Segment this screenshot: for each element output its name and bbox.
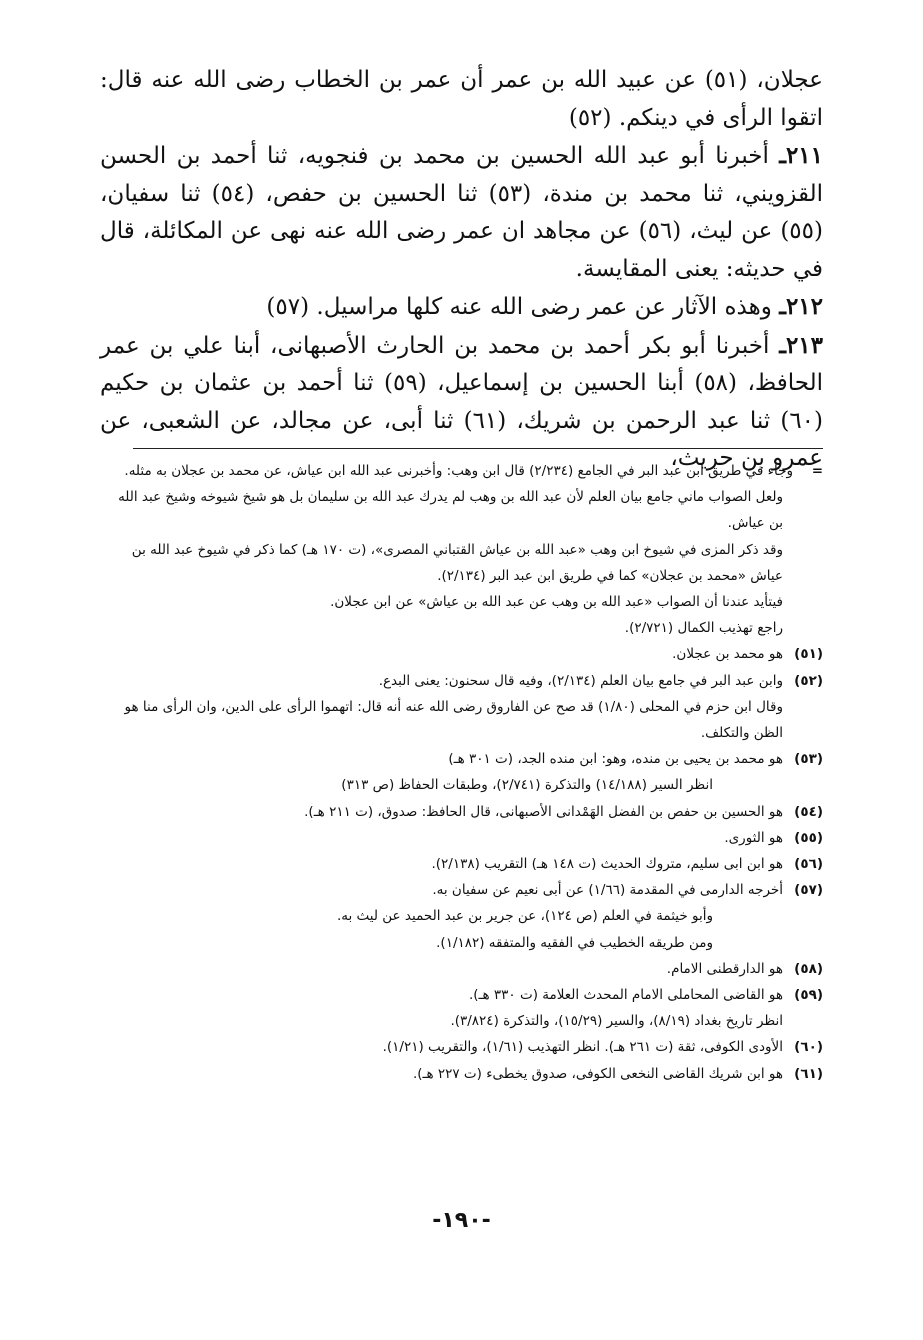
footnote-59 — [100, 982, 823, 1034]
footnote-number: (٥٣) — [794, 751, 823, 768]
footnote-text: وابن عبد البر في جامع بيان العلم (٢/١٣٤)، وفيه قال سحنون: يعنى البدع. — [378, 672, 783, 689]
footnote-text: ومن طريقه الخطيب في الفقيه والمتفقه (١/١٨٢). — [436, 934, 713, 951]
paragraph-text: أخبرنا أبو عبد الله الحسين بن محمد بن فنجويه، ثنا أحمد بن الحسن القزويني، ثنا محمد بن مندة، (٥٣) ثنا الحسين بن حفص، (٥٤) ثنا سفيان، (٥٥) عن ليث، (٥٦) عن مجاهد ان عمر رضى الله عنه نهى عن المكائلة، قال في حديثه: يعنى المقايسة. — [100, 143, 823, 282]
footnote-separator — [133, 448, 823, 449]
footnote-number: (٥٢) — [794, 672, 823, 689]
footnote-text: هو ابن شريك القاضى النخعى الكوفى، صدوق يخطىء (ت ٢٢٧ هـ). — [412, 1065, 783, 1082]
footnote-61 — [100, 1061, 823, 1087]
footnote-number: (٥٧) — [794, 882, 823, 899]
footnote-continuation: ولعل الصواب ماني جامع بيان العلم لأن عبد الله بن وهب لم يدرك عبد الله بن سليمان بل هو شيخ شيوخه وشيخ عبد الله بن عياش. — [118, 489, 783, 532]
footnote-text: وقال ابن حزم في المحلى (١/٨٠) قد صح عن الفاروق رضى الله عنه أنه قال: اتهموا الرأى على الدين، وان الرأى منا هو الظن والتكلف. — [124, 698, 783, 742]
paragraph-text: أخبرنا أبو بكر أحمد بن محمد بن الحارث الأصبهانى، أبنا علي بن عمر الحافظ، (٥٨) أبنا الحسين بن إسماعيل، (٥٩) ثنا أحمد بن عثمان بن حكيم (٦٠) ثنا عبد الرحمن بن شريك، (٦١) ثنا أبى، عن مجالد، عن الشعبى، عن عمرو بن حريث، — [100, 332, 824, 471]
footnote-number: (٥١) — [794, 646, 823, 663]
footnote-60 — [100, 1034, 823, 1060]
paragraph-number: ٢١٢ـ — [779, 293, 823, 320]
paragraph-text: وهذه الآثار عن عمر رضى الله عنه كلها مراسيل. (٥٧) — [266, 294, 772, 320]
paragraph-212 — [100, 288, 823, 327]
footnote-51 — [100, 641, 823, 667]
footnote-56 — [100, 851, 823, 877]
footnote-number: (٥٩) — [794, 987, 823, 1004]
footnote-text: هو محمد بن يحيى بن منده، وهو: ابن منده الجد، (ت ٣٠١ هـ) — [448, 751, 783, 768]
footnote-continuation: فيتأيد عندنا أن الصواب «عبد الله بن وهب عن عبد الله بن عياش» عن ابن عجلان. — [330, 594, 783, 611]
footnote-text: انظر السير (١٤/١٨٨) والتذكرة (٢/٧٤١)، وطبقات الحفاظ (ص ٣١٣) — [341, 777, 713, 794]
footnote-continuation: راجع تهذيب الكمال (٢/٧٢١). — [624, 620, 783, 637]
footnote-text: هو ابن ابى سليم، متروك الحديث (ت ١٤٨ هـ) التقريب (٢/١٣٨). — [431, 856, 783, 873]
footnote-text: أخرجه الدارمى في المقدمة (١/٦٦) عن أبى نعيم عن سفيان به. — [432, 882, 783, 899]
footnote-text: هو الحسين بن حفص بن الفضل الهَمْدانى الأصبهانى، قال الحافظ: صدوق، (ت ٢١١ هـ). — [304, 803, 783, 820]
footnote-54 — [100, 799, 823, 825]
footnote-continuation: = وجاء في طريق ابن عبد البر في الجامع (٢/٢٣٤) قال ابن وهب: وأخبرنى عبد الله ابن عياش، عن محمد بن عجلان به مثله. — [100, 458, 823, 484]
paragraph-number: ٢١١ـ — [779, 142, 824, 169]
footnote-number: (٥٤) — [794, 803, 823, 820]
footnote-number: (٥٥) — [794, 829, 823, 846]
paragraph-211 — [100, 137, 823, 288]
footnote-text: انظر تاريخ بغداد (٨/١٩)، والسير (١٥/٢٩)، والتذكرة (٣/٨٢٤). — [450, 1013, 783, 1030]
footnote-52 — [100, 668, 823, 747]
footnote-58 — [100, 956, 823, 982]
footnote-number: (٥٨) — [794, 960, 823, 977]
footnote-text: هو محمد بن عجلان. — [672, 646, 783, 663]
paragraph-213 — [100, 327, 823, 478]
footnotes — [100, 458, 823, 1087]
footnote-continuation: وقد ذكر المزى في شيوخ ابن وهب «عبد الله بن عياش القتباني المصرى»، (ت ١٧٠ هـ) كما ذكر في شيوخ عبد الله بن عياش «محمد بن عجلان» كما في طريق ابن عبد البر (٢/١٣٤). — [131, 541, 783, 584]
footnote-text: هو الدارقطنى الامام. — [666, 960, 783, 977]
footnote-number: (٥٦) — [794, 856, 823, 873]
paragraph-number: ٢١٣ـ — [779, 331, 823, 359]
footnote-55 — [100, 825, 823, 851]
paragraph-continuation: عجلان، (٥١) عن عبيد الله بن عمر أن عمر بن الخطاب رضى الله عنه قال: اتقوا الرأى في دينكم. (٥٢) — [100, 67, 823, 131]
footnote-number: (٦٠) — [794, 1039, 823, 1056]
footnote-text: وأبو خيثمة في العلم (ص ١٢٤)، عن جرير بن عبد الحميد عن ليث به. — [336, 908, 713, 925]
footnote-text: الأودى الكوفى، ثقة (ت ٢٦١ هـ). انظر التهذيب (١/٦١)، والتقريب (١/٢١). — [382, 1039, 783, 1056]
footnote-number: (٦١) — [794, 1065, 823, 1082]
page-number: -١٩٠- — [432, 1208, 491, 1233]
footnote-53 — [100, 746, 823, 798]
footnote-text: هو الثورى. — [724, 829, 783, 846]
footnote-text: هو القاضى المحاملى الامام المحدث العلامة (ت ٣٣٠ هـ). — [468, 987, 783, 1004]
footnote-57 — [100, 877, 823, 956]
main-text — [100, 62, 823, 478]
